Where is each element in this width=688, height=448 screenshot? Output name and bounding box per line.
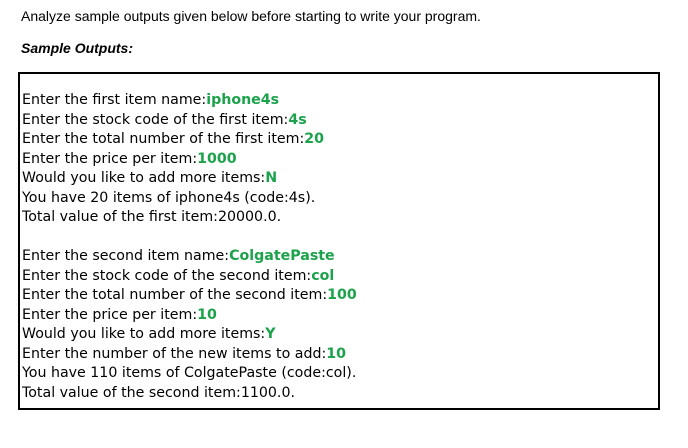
console-line bbox=[22, 169, 658, 189]
console-prompt: Enter the total number of the second item: bbox=[22, 287, 328, 303]
console-prompt: Would you like to add more items: bbox=[22, 326, 266, 342]
console-input-value: Y bbox=[265, 326, 276, 342]
sample-output-box bbox=[18, 72, 660, 410]
console-output: Total value of the second item:1100.0. bbox=[22, 384, 295, 401]
console-input-value: 20 bbox=[304, 131, 325, 147]
console-input-value: 100 bbox=[327, 287, 357, 303]
console-blank-line bbox=[22, 228, 658, 248]
console-line bbox=[22, 247, 658, 267]
console-line bbox=[22, 306, 658, 326]
console-line bbox=[22, 286, 658, 306]
console-prompt: Enter the price per item: bbox=[22, 150, 198, 167]
console-input-value: ColgatePaste bbox=[229, 248, 335, 264]
console-line bbox=[22, 267, 658, 287]
console-prompt: Enter the total number of the first item: bbox=[22, 131, 305, 147]
console-output: Total value of the first item:20000.0. bbox=[22, 209, 282, 225]
console-output: You have 110 items of ColgatePaste (code:col). bbox=[22, 365, 357, 381]
console-line bbox=[22, 130, 658, 150]
console-input-value: 4s bbox=[288, 111, 307, 128]
console-prompt: Enter the stock code of the first item: bbox=[22, 111, 289, 128]
console-prompt: Would you like to add more items: bbox=[22, 170, 266, 186]
console-input-value: iphone4s bbox=[206, 92, 280, 108]
console-input-value: N bbox=[265, 170, 278, 186]
console-prompt: Enter the price per item: bbox=[22, 306, 198, 323]
console-line bbox=[22, 325, 658, 345]
sample-outputs-heading: Sample Outputs: bbox=[21, 40, 134, 56]
console-input-value: 1000 bbox=[197, 150, 237, 167]
console-prompt: Enter the number of the new items to add: bbox=[22, 345, 327, 362]
console-line bbox=[22, 91, 658, 111]
console-line bbox=[22, 384, 658, 404]
console-line bbox=[22, 189, 658, 209]
console-prompt: Enter the second item name: bbox=[22, 248, 230, 264]
console-line bbox=[22, 345, 658, 365]
intro-text: Analyze sample outputs given below before starting to write your program. bbox=[21, 8, 481, 24]
console-input-value: 10 bbox=[326, 345, 347, 362]
console-output: You have 20 items of iphone4s (code:4s). bbox=[22, 189, 316, 206]
console-input-value: 10 bbox=[197, 306, 217, 323]
console-line bbox=[22, 111, 658, 131]
console-prompt: Enter the stock code of the second item: bbox=[22, 267, 312, 284]
console-input-value: col bbox=[311, 267, 335, 284]
console-line bbox=[22, 208, 658, 228]
console-line bbox=[22, 150, 658, 170]
console-prompt: Enter the first item name: bbox=[22, 92, 207, 108]
console-line bbox=[22, 364, 658, 384]
